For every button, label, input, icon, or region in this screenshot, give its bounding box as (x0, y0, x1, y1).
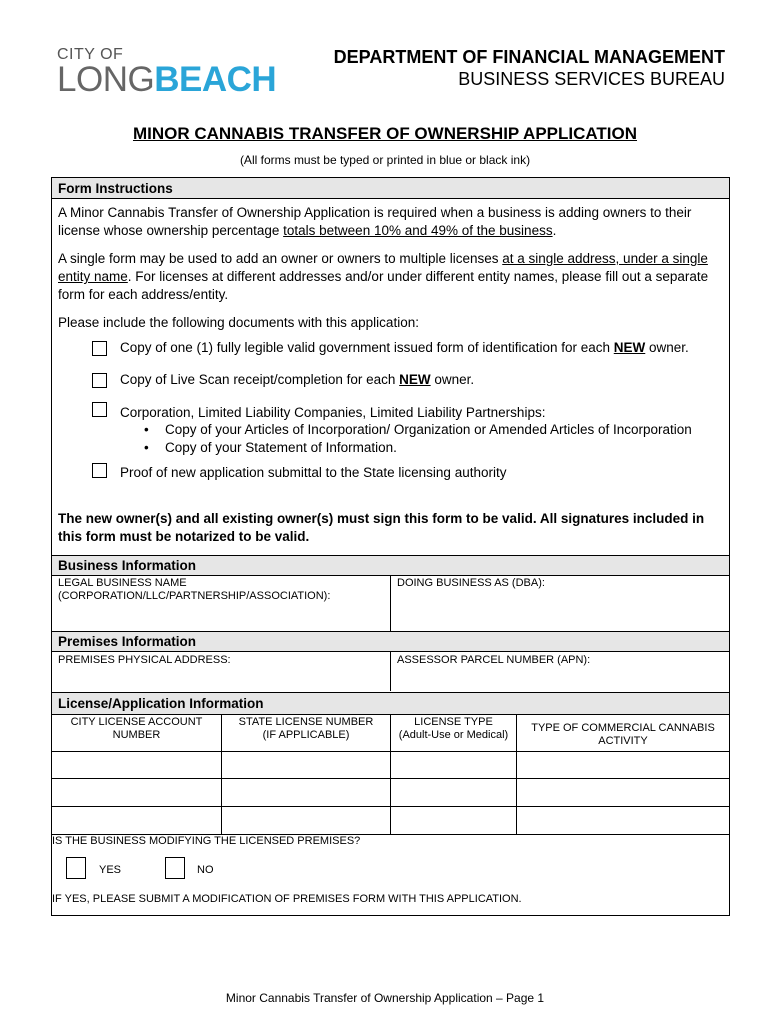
checkbox-live-scan[interactable] (92, 373, 107, 388)
instructions-paragraph-3: Please include the following documents with this application: (58, 315, 419, 330)
table-row[interactable] (52, 752, 729, 778)
legal-name-line-1: LEGAL BUSINESS NAME (58, 577, 187, 589)
signature-notice: The new owner(s) and all existing owner(s) must sign this form to be valid. All signatures included in this form must be notarized to be valid. (58, 511, 705, 544)
col1-line1: CITY LICENSE ACCOUNT (70, 716, 203, 728)
form-subtitle: (All forms must be typed or printed in blue or black ink) (239, 153, 531, 167)
department-name: DEPARTMENT OF FINANCIAL MANAGEMENT (333, 47, 725, 67)
doc1-new: NEW (613, 340, 646, 355)
col-header-license-type (391, 716, 516, 742)
p1-end: . (552, 223, 557, 238)
doc2-text: Copy of Live Scan receipt/completion for each (120, 372, 400, 387)
bullet-dot-1: • (144, 422, 149, 437)
department-header (334, 46, 725, 90)
bullet-articles: Copy of your Articles of Incorporation/ Organization or Amended Articles of Incorporation (165, 422, 692, 437)
col2-line1: STATE LICENSE NUMBER (238, 716, 374, 728)
no-label: NO (197, 864, 214, 876)
instructions-paragraph-2 (58, 250, 726, 304)
checkbox-corporation-docs[interactable] (92, 402, 107, 417)
bureau-name: BUSINESS SERVICES BUREAU (458, 69, 725, 89)
logo-beach: BEACH (154, 60, 277, 99)
col3-line2: (Adult-Use or Medical) (398, 729, 509, 741)
col4-line2: ACTIVITY (598, 735, 648, 747)
p1-text: A Minor Cannabis Transfer of Ownership Application is required when a business is adding owners to their license whose ownership percentage (58, 205, 692, 238)
col-header-state-license (222, 716, 390, 742)
dba-field[interactable] (391, 576, 729, 631)
label-apn: ASSESSOR PARCEL NUMBER (APN): (397, 654, 591, 666)
doc2-end: owner. (430, 372, 475, 387)
col4-line1: TYPE OF COMMERCIAL CANNABIS (531, 722, 715, 734)
doc2-new: NEW (399, 372, 431, 387)
checkbox-id-copy[interactable] (92, 341, 107, 356)
city-of-long-beach-logo (57, 47, 276, 97)
legal-name-line-2: (CORPORATION/LLC/PARTNERSHIP/ASSOCIATION): (58, 590, 331, 602)
logo-long: LONG (57, 60, 155, 99)
logo-wordmark (57, 60, 277, 99)
premises-address-field[interactable] (52, 652, 390, 691)
legal-business-name-field[interactable] (52, 576, 390, 631)
section-header-form-instructions: Form Instructions (52, 178, 729, 199)
col3-line1: LICENSE TYPE (414, 716, 493, 728)
table-row[interactable] (52, 779, 729, 806)
checklist-item-live-scan (120, 371, 720, 389)
modify-premises-question: IS THE BUSINESS MODIFYING THE LICENSED PREMISES? (52, 835, 361, 847)
form-frame (51, 177, 730, 916)
label-dba: DOING BUSINESS AS (DBA): (397, 577, 545, 589)
doc1-text: Copy of one (1) fully legible valid government issued form of identification for each (120, 340, 614, 355)
section-header-premises-information: Premises Information (52, 632, 729, 652)
yes-checkbox[interactable] (66, 857, 86, 879)
p1-underlined: totals between 10% and 49% of the business (283, 223, 553, 238)
col-header-city-license (52, 716, 221, 742)
apn-field[interactable] (391, 652, 729, 691)
table-row[interactable] (52, 807, 729, 834)
col2-line2: (IF APPLICABLE) (262, 729, 350, 741)
p2-underlined: at a single address, under a single entity name (58, 251, 708, 284)
checklist-item-id-copy (120, 339, 720, 357)
logo-city-of: CITY OF (57, 46, 124, 63)
p2-text: A single form may be used to add an owner or owners to multiple licenses (58, 251, 503, 266)
form-title: MINOR CANNABIS TRANSFER OF OWNERSHIP APPLICATION (132, 124, 638, 143)
checklist-item-state-submittal: Proof of new application submittal to the State licensing authority (120, 465, 507, 480)
col1-line2: NUMBER (112, 729, 161, 741)
page-footer: Minor Cannabis Transfer of Ownership Application – Page 1 (225, 991, 545, 1005)
checkbox-state-submittal[interactable] (92, 463, 107, 478)
section-header-business-information: Business Information (52, 556, 729, 576)
yes-label: YES (99, 864, 122, 876)
p2-end: . For licenses at different addresses and/or under different entity names, please fill out a separate form for each address/entity. (58, 269, 709, 302)
no-checkbox[interactable] (165, 857, 185, 879)
instructions-paragraph-1 (58, 204, 726, 240)
bullet-statement: Copy of your Statement of Information. (165, 440, 397, 455)
doc1-end: owner. (645, 340, 689, 355)
bullet-dot-2: • (144, 440, 149, 455)
checklist-item-corporation-docs: Corporation, Limited Liability Companies, Limited Liability Partnerships: (120, 405, 546, 420)
modification-instruction: IF YES, PLEASE SUBMIT A MODIFICATION OF PREMISES FORM WITH THIS APPLICATION. (52, 893, 522, 905)
label-premises-address: PREMISES PHYSICAL ADDRESS: (58, 654, 231, 666)
col-header-activity (517, 722, 729, 748)
section-header-license-information: License/Application Information (52, 693, 729, 714)
